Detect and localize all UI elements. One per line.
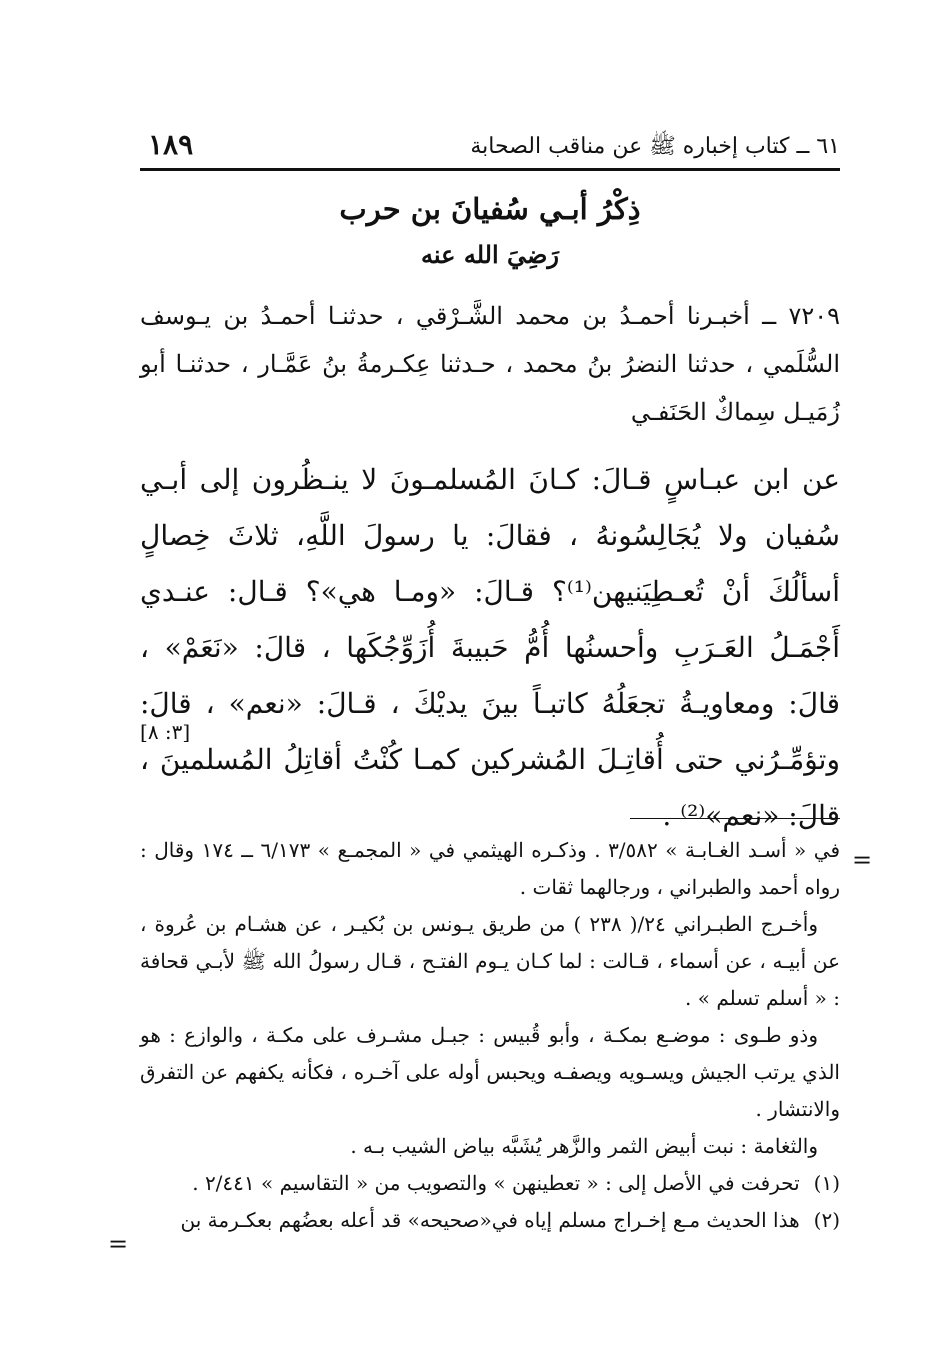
footnote-paragraph: وذو طـوى : موضـع بمكـة ، وأبو قُبيس : جبـل مشـرف على مكـة ، والوازع : هو الذي يرتب الجيش ويسـويه ويصفـه ويحبس أوله على آخـره ، فكأنه يكفهم عن التفرق والانتشار . [140,1023,840,1121]
footnote-continuation-mark-top: = [852,846,873,874]
hadith-isnad: ٧٢٠٩ ــ أخبـرنا أحمـدُ بن محمد الشَّـرْقي ، حدثنـا أحمـدُ بن يـوسف السُّلَمي ، حدثنا النضرُ بنُ محمد ، حـدثنا عِكـرمةُ بنُ عَمَّـار ، حدثنـا أبو زُمَيـل سِماكٌ الحَنَفـي [140,302,840,426]
footnote-rule [630,818,840,819]
page-header [140,128,840,168]
footnote-2-number: (٢) [813,1208,840,1232]
section-subtitle: رَضِيَ الله عنه [421,240,559,269]
hadith-reference: [٣: ٨] [140,720,191,744]
section-title: ذِكْرُ أبـي سُفيانَ بن حرب [339,192,641,226]
footnote-paragraph: والثغامة : نبت أبيض الثمر والزَّهر يُشَبَّه بياض الشيب بـه . [350,1134,818,1158]
footnote-2 [140,1202,840,1239]
hadith-matn: عن ابن عبـاسٍ قـالَ: كـانَ المُسلمـونَ لا ينـظُرون إلى أبـي سُفيان ولا يُجَالِسُونهُ ، فقالَ: يا رسولَ اللَّهِ، ثلاثَ خِصالٍ أسألُكَ أنْ تُعـطِيَنيهن⁽¹⁾؟ قـالَ: «ومـا هي»؟ قـال: عنـدي أَجْمَـلُ العَـرَبِ وأحسنُها أُمُّ حَبيبةَ أُزَوِّجُكَها ، قالَ: «نَعَمْ» ، قالَ: ومعاويـةُ تجعَلُهُ كاتبـاً بينَ يديْكَ ، قـالَ: «نعم» ، قالَ: وتؤمِّـرُني حتى أُقاتِـلَ المُشركين كمـا كُنْتُ أقاتِلُ المُسلمينَ ، قالَ: «نعم»⁽²⁾ . [140,463,840,832]
page-number: ١٨٩ [148,128,194,161]
footnote-continuation-mark-bottom: = [108,1230,129,1258]
footnotes [140,832,840,1239]
footnote-paragraph: وأخـرج الطبـراني ٢٤/( ٢٣٨ ) من طريق يـونس بن بُكيـر ، عن هشـام بن عُروة ، عن أبيـه ، عن أسماء ، قـالت : لما كـان يـوم الفتـح ، قـال رسولُ الله ﷺ لأبـي قحافة : « أسلم تسلم » . [140,912,840,1010]
footnote-2-text: هذا الحديث مـع إخـراج مسلم إياه في«صحيحه» قد أعله بعضُهم بعكـرمة بن [180,1208,800,1232]
footnote-1 [140,1165,840,1202]
footnote-1-number: (١) [813,1171,840,1195]
footnote-paragraph: في « أسـد الغـابـة » ٣/٥٨٢ . وذكـره الهيثمي في « المجمـع » ٦/١٧٣ ــ ١٧٤ وقال : رواه أحمد والطبراني ، ورجالهما ثقات . [140,838,841,899]
header-rule [140,168,840,171]
footnote-1-text: تحرفت في الأصل إلى : « تعطينهن » والتصويب من « التقاسيم » ٢/٤٤١ . [192,1171,800,1195]
running-title: ٦١ ــ كتاب إخباره ﷺ عن مناقب الصحابة [470,134,840,159]
